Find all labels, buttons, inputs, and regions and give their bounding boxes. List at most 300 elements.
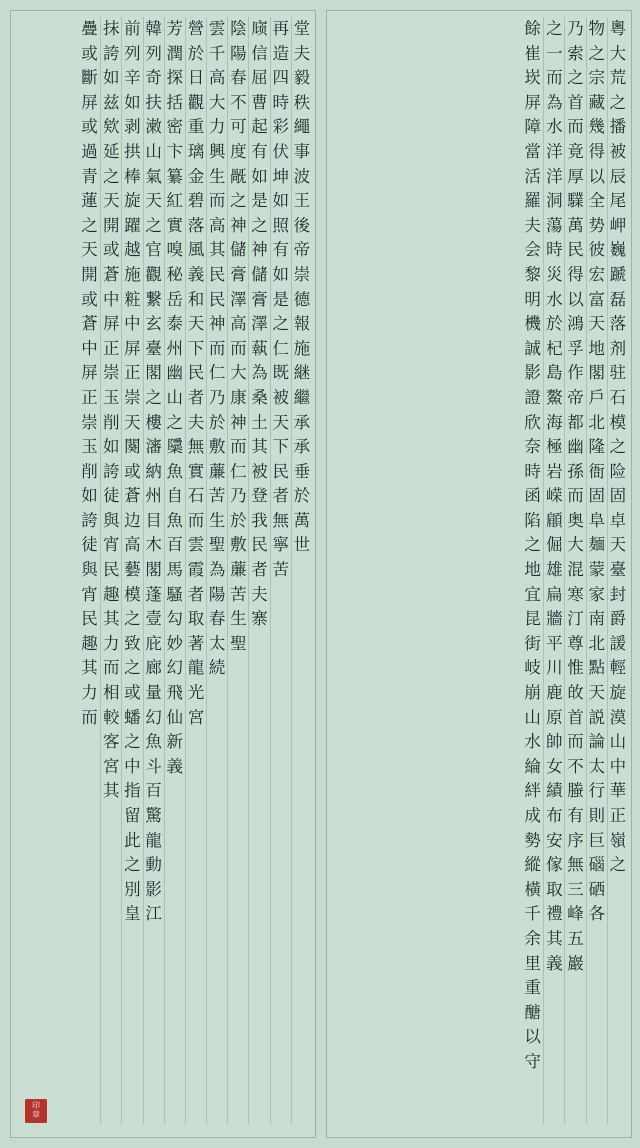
glyph-cell: 妙	[166, 633, 184, 653]
glyph-cell: 鴻	[567, 314, 584, 334]
glyph-cell: 力	[102, 633, 120, 653]
seal-char-1: 印	[32, 1101, 40, 1110]
glyph-cell	[185, 853, 206, 878]
glyph-cell: 春	[230, 68, 247, 88]
glyph-cell	[207, 1099, 228, 1124]
glyph-cell: 物	[588, 19, 605, 38]
glyph-cell	[291, 730, 312, 755]
glyph-cell: 開	[102, 215, 120, 235]
glyph-cell	[586, 1075, 607, 1100]
glyph-cell: 仁	[230, 461, 247, 481]
glyph-cell	[228, 853, 249, 878]
glyph-cell: 播	[609, 117, 627, 137]
glyph-cell: 敷	[208, 437, 226, 457]
glyph-cell: 封	[609, 584, 627, 604]
glyph-cell: 動	[145, 855, 162, 875]
glyph-cell	[207, 804, 228, 829]
glyph-cell: 抹	[102, 19, 120, 38]
glyph-cell: 青	[81, 166, 98, 186]
glyph-cell	[185, 952, 206, 977]
glyph-cell: 前	[124, 19, 141, 38]
glyph-cell	[607, 902, 628, 927]
glyph-cell: 其	[208, 240, 226, 260]
glyph-cell: 之	[567, 68, 584, 88]
glyph-cell: 金	[187, 166, 205, 186]
glyph-cell: 報	[293, 314, 311, 334]
glyph-cell: 乃	[208, 387, 226, 407]
glyph-cell: 之	[145, 215, 162, 235]
glyph-cell: 興	[208, 141, 226, 161]
glyph-cell	[79, 927, 100, 952]
glyph-cell: 紅	[166, 191, 184, 211]
glyph-cell	[185, 755, 206, 780]
glyph-cell	[228, 1001, 249, 1026]
glyph-cell: 無	[272, 510, 289, 530]
glyph-cell: 光	[187, 683, 205, 703]
glyph-cell: 膏	[230, 264, 247, 284]
glyph-cell: 義	[187, 264, 205, 284]
glyph-cell: 臺	[145, 338, 162, 358]
text-column	[543, 17, 564, 1124]
glyph-cell: 秩	[293, 92, 311, 112]
glyph-cell: 汀	[567, 609, 584, 629]
glyph-cell	[586, 927, 607, 952]
glyph-cell: 潄	[145, 117, 162, 137]
glyph-cell: 天	[588, 314, 605, 334]
glyph-cell	[164, 952, 185, 977]
glyph-cell	[291, 779, 312, 804]
glyph-cell: 爵	[609, 609, 627, 629]
glyph-cell: 地	[588, 338, 605, 358]
glyph-cell: 其	[102, 609, 120, 629]
glyph-cell	[249, 952, 270, 977]
glyph-cell: 閣	[145, 560, 162, 580]
glyph-cell: 量	[145, 683, 162, 703]
glyph-cell: 垂	[293, 461, 311, 481]
glyph-cell: 神	[230, 412, 247, 432]
text-column	[100, 17, 121, 1124]
glyph-cell: 巍	[609, 240, 627, 260]
glyph-cell: 隆	[588, 437, 605, 457]
glyph-cell: 洋	[546, 141, 563, 161]
glyph-cell: 乃	[567, 19, 584, 38]
glyph-cell: 德	[293, 289, 311, 309]
glyph-cell: 惟	[567, 658, 584, 678]
glyph-cell: 之	[166, 412, 184, 432]
glyph-cell: 雄	[546, 560, 563, 580]
glyph-cell: 留	[124, 806, 141, 825]
glyph-cell: 峰	[567, 904, 584, 924]
glyph-cell: 夫	[251, 584, 268, 604]
glyph-cell: 藝	[124, 560, 141, 580]
glyph-cell: 屏	[524, 92, 541, 112]
glyph-cell: 崩	[524, 683, 541, 703]
glyph-cell	[79, 853, 100, 878]
glyph-cell: 石	[187, 486, 205, 506]
glyph-cell	[185, 1001, 206, 1026]
glyph-cell	[228, 1025, 249, 1050]
glyph-cell	[185, 1025, 206, 1050]
glyph-cell	[522, 1075, 543, 1100]
text-column	[164, 17, 185, 1124]
glyph-cell: 龍	[145, 830, 162, 850]
glyph-cell: 硒	[588, 879, 605, 899]
glyph-cell	[228, 927, 249, 952]
glyph-cell: 於	[208, 412, 226, 432]
glyph-cell: 以	[588, 166, 605, 186]
glyph-cell: 趣	[102, 584, 120, 604]
glyph-cell: 民	[208, 264, 226, 284]
glyph-cell	[586, 1025, 607, 1050]
glyph-cell	[164, 878, 185, 903]
glyph-cell	[586, 976, 607, 1001]
glyph-cell: 高	[230, 314, 247, 334]
glyph-cell: 天	[145, 191, 162, 211]
glyph-cell: 土	[251, 412, 268, 432]
glyph-cell	[122, 1099, 143, 1124]
glyph-cell: 越	[124, 240, 141, 260]
glyph-cell: 岐	[524, 658, 541, 678]
glyph-cell: 漠	[609, 707, 627, 727]
glyph-cell	[164, 853, 185, 878]
glyph-cell	[565, 1075, 586, 1100]
glyph-cell: 誇	[102, 43, 120, 63]
glyph-cell: 勾	[166, 609, 184, 629]
glyph-cell: 天	[272, 412, 289, 432]
glyph-cell: 高	[124, 535, 141, 555]
glyph-cell: 照	[272, 215, 289, 235]
text-column	[79, 17, 100, 1124]
glyph-cell: 蒼	[124, 486, 141, 506]
glyph-cell: 被	[251, 461, 268, 481]
glyph-cell	[270, 952, 291, 977]
glyph-cell: 聖	[208, 535, 226, 555]
glyph-cell: 驻	[609, 363, 627, 383]
glyph-cell: 如	[272, 191, 289, 211]
glyph-cell	[544, 1001, 565, 1026]
glyph-cell: 幽	[166, 363, 184, 383]
glyph-cell: 日	[187, 68, 205, 88]
glyph-cell: 與	[102, 510, 120, 530]
glyph-cell: 水	[546, 289, 563, 309]
glyph-cell: 幻	[145, 707, 162, 727]
glyph-cell: 絆	[524, 781, 541, 801]
glyph-cell: 泰	[166, 314, 184, 334]
glyph-cell	[270, 656, 291, 681]
glyph-cell	[565, 1050, 586, 1075]
glyph-cell: 三	[567, 879, 584, 899]
glyph-cell	[79, 1075, 100, 1100]
glyph-cell	[228, 1099, 249, 1124]
glyph-cell: 雲	[208, 19, 226, 38]
glyph-cell: 模	[124, 584, 141, 604]
glyph-cell: 堂	[293, 19, 311, 38]
glyph-cell: 義	[166, 756, 184, 776]
glyph-cell: 粵	[609, 19, 627, 38]
glyph-cell: 論	[588, 732, 605, 752]
glyph-cell: 南	[588, 609, 605, 629]
glyph-cell: 川	[546, 658, 563, 678]
glyph-cell: 民	[187, 363, 205, 383]
glyph-cell: 霞	[187, 560, 205, 580]
glyph-cell: 宮	[102, 756, 120, 776]
glyph-cell: 度	[230, 141, 247, 161]
glyph-cell	[586, 1050, 607, 1075]
glyph-cell	[270, 878, 291, 903]
glyph-cell: 如	[124, 92, 141, 112]
glyph-cell	[185, 976, 206, 1001]
glyph-cell	[164, 779, 185, 804]
glyph-cell: 斷	[81, 68, 98, 88]
glyph-cell	[270, 1001, 291, 1026]
glyph-cell: 是	[272, 289, 289, 309]
glyph-cell: 削	[102, 412, 120, 432]
glyph-cell: 而	[230, 437, 247, 457]
glyph-cell	[122, 976, 143, 1001]
glyph-cell	[207, 976, 228, 1001]
glyph-cell: 説	[588, 707, 605, 727]
glyph-cell: 皇	[124, 904, 141, 924]
glyph-cell	[249, 853, 270, 878]
glyph-cell: 落	[187, 215, 205, 235]
glyph-cell: 或	[124, 683, 141, 703]
glyph-cell: 平	[546, 633, 563, 653]
glyph-cell: 相	[102, 683, 120, 703]
glyph-cell: 極	[546, 437, 563, 457]
glyph-cell: 其	[546, 928, 563, 948]
glyph-cell: 模	[609, 412, 627, 432]
glyph-cell	[185, 902, 206, 927]
glyph-cell	[79, 1001, 100, 1026]
glyph-cell: 混	[567, 560, 584, 580]
glyph-cell: 尊	[567, 633, 584, 653]
glyph-cell: 函	[524, 486, 541, 506]
glyph-cell: 大	[208, 92, 226, 112]
glyph-cell	[291, 1075, 312, 1100]
glyph-cell: 天	[588, 683, 605, 703]
glyph-cell: 輕	[609, 658, 627, 678]
glyph-cell: 如	[102, 68, 120, 88]
glyph-cell	[101, 1050, 122, 1075]
glyph-cell	[185, 1050, 206, 1075]
glyph-cell	[228, 829, 249, 854]
glyph-cell: 生	[208, 166, 226, 186]
glyph-cell	[270, 730, 291, 755]
glyph-cell: 高	[208, 68, 226, 88]
glyph-cell	[228, 730, 249, 755]
glyph-cell	[101, 976, 122, 1001]
glyph-cell: 辛	[124, 68, 141, 88]
glyph-cell	[101, 1075, 122, 1100]
glyph-cell	[79, 878, 100, 903]
glyph-cell: 幾	[588, 117, 605, 137]
glyph-cell	[291, 583, 312, 608]
glyph-cell: 下	[187, 338, 205, 358]
glyph-cell	[270, 1050, 291, 1075]
glyph-cell: 被	[272, 387, 289, 407]
glyph-cell	[164, 804, 185, 829]
glyph-cell	[164, 902, 185, 927]
glyph-cell: 屏	[81, 363, 98, 383]
glyph-cell: 势	[588, 215, 605, 235]
glyph-cell: 過	[81, 141, 98, 161]
glyph-cell: 陰	[230, 19, 247, 38]
glyph-cell: 竟	[567, 141, 584, 161]
glyph-cell: 實	[187, 461, 205, 481]
glyph-cell: 當	[524, 141, 541, 161]
glyph-cell	[207, 1025, 228, 1050]
glyph-cell	[270, 902, 291, 927]
glyph-cell: 萬	[293, 510, 311, 530]
glyph-cell: 磊	[609, 289, 627, 309]
glyph-cell: 起	[251, 117, 268, 137]
glyph-cell: 之	[81, 215, 98, 235]
glyph-cell: 餘	[524, 19, 541, 38]
glyph-cell: 重	[187, 117, 205, 137]
glyph-cell	[270, 927, 291, 952]
glyph-cell: 中	[102, 289, 120, 309]
glyph-cell: 或	[81, 43, 98, 63]
glyph-cell: 山	[524, 707, 541, 727]
glyph-cell: 纂	[166, 166, 184, 186]
glyph-cell	[143, 952, 164, 977]
glyph-cell: 壹	[145, 609, 162, 629]
glyph-cell	[228, 878, 249, 903]
glyph-cell: 边	[124, 510, 141, 530]
glyph-cell: 江	[145, 904, 162, 924]
glyph-cell	[270, 1075, 291, 1100]
glyph-cell	[291, 927, 312, 952]
glyph-cell: 之	[524, 535, 541, 555]
glyph-cell: 重	[524, 978, 541, 998]
glyph-cell: 事	[293, 141, 311, 161]
glyph-cell: 蒙	[588, 560, 605, 580]
glyph-cell: 績	[546, 781, 563, 801]
glyph-cell: 為	[546, 92, 563, 112]
glyph-cell: 王	[293, 191, 311, 211]
glyph-cell: 太	[588, 756, 605, 776]
glyph-cell: 作	[567, 363, 584, 383]
glyph-cell	[228, 952, 249, 977]
glyph-cell: 膏	[251, 289, 268, 309]
glyph-cell: 帥	[546, 732, 563, 752]
glyph-cell: 儲	[251, 264, 268, 284]
glyph-cell: 仁	[272, 338, 289, 358]
glyph-cell	[291, 976, 312, 1001]
glyph-cell: 而	[187, 510, 205, 530]
glyph-cell: 蒼	[81, 314, 98, 334]
glyph-cell: 於	[546, 314, 563, 334]
glyph-cell	[228, 779, 249, 804]
glyph-cell	[270, 976, 291, 1001]
glyph-cell	[101, 804, 122, 829]
glyph-cell	[143, 1001, 164, 1026]
glyph-cell: 時	[272, 92, 289, 112]
glyph-cell: 鰲	[546, 387, 563, 407]
glyph-cell	[207, 730, 228, 755]
glyph-cell: 如	[102, 437, 120, 457]
glyph-cell: 官	[145, 240, 162, 260]
glyph-cell: 其	[81, 658, 98, 678]
glyph-cell	[249, 1025, 270, 1050]
glyph-cell: 徒	[102, 486, 120, 506]
glyph-cell	[291, 558, 312, 583]
glyph-cell	[607, 1001, 628, 1026]
glyph-cell: 富	[588, 289, 605, 309]
glyph-cell: 有	[272, 240, 289, 260]
glyph-cell: 北	[588, 412, 605, 432]
glyph-cell: 险	[609, 461, 627, 481]
glyph-cell: 之	[609, 92, 627, 112]
glyph-cell: 澤	[251, 314, 268, 334]
glyph-cell: 而	[567, 486, 584, 506]
glyph-cell: 璃	[187, 141, 205, 161]
glyph-cell: 戶	[588, 387, 605, 407]
glyph-cell	[164, 976, 185, 1001]
glyph-cell: 嶺	[609, 830, 627, 850]
glyph-cell: 蓮	[81, 191, 98, 211]
glyph-cell	[249, 730, 270, 755]
glyph-cell	[101, 829, 122, 854]
glyph-cell: 会	[524, 240, 541, 260]
glyph-cell	[607, 1075, 628, 1100]
glyph-cell: 蹏	[609, 264, 627, 284]
glyph-cell: 傢	[546, 855, 563, 875]
glyph-cell: 兹	[102, 92, 120, 112]
glyph-cell	[207, 902, 228, 927]
glyph-cell: 原	[546, 707, 563, 727]
glyph-cell: 探	[166, 68, 184, 88]
text-column	[143, 17, 164, 1124]
glyph-cell: 宵	[81, 584, 98, 604]
glyph-cell: 躍	[124, 215, 141, 235]
glyph-cell	[228, 902, 249, 927]
glyph-cell: 蕩	[546, 215, 563, 235]
glyph-cell: 龍	[187, 658, 205, 678]
glyph-cell: 闋	[124, 437, 141, 457]
glyph-cell: 山	[145, 141, 162, 161]
glyph-cell: 陽	[230, 43, 247, 63]
glyph-cell: 孫	[567, 461, 584, 481]
glyph-cell: 倔	[546, 535, 563, 555]
glyph-cell	[270, 853, 291, 878]
glyph-cell: 全	[588, 191, 605, 211]
glyph-cell: 巨	[588, 830, 605, 850]
glyph-cell: 剥	[124, 117, 141, 137]
glyph-cell: 嵘	[546, 486, 563, 506]
glyph-cell	[544, 1025, 565, 1050]
glyph-cell	[249, 804, 270, 829]
glyph-cell: 閣	[145, 363, 162, 383]
glyph-cell: 之	[609, 437, 627, 457]
glyph-cell: 藏	[588, 92, 605, 112]
glyph-cell: 固	[609, 486, 627, 506]
glyph-cell: 水	[546, 117, 563, 137]
glyph-cell: 百	[145, 781, 162, 801]
glyph-cell: 觀	[145, 264, 162, 284]
glyph-cell: 螣	[567, 781, 584, 801]
glyph-cell: 魚	[166, 510, 184, 530]
glyph-cell: 芳	[166, 19, 184, 38]
glyph-cell: 為	[251, 363, 268, 383]
glyph-cell: 五	[567, 928, 584, 948]
glyph-cell: 街	[524, 633, 541, 653]
glyph-cell: 可	[230, 117, 247, 137]
glyph-cell: 機	[524, 314, 541, 334]
glyph-cell: 洋	[546, 166, 563, 186]
glyph-cell: 奈	[524, 437, 541, 457]
glyph-cell	[291, 755, 312, 780]
